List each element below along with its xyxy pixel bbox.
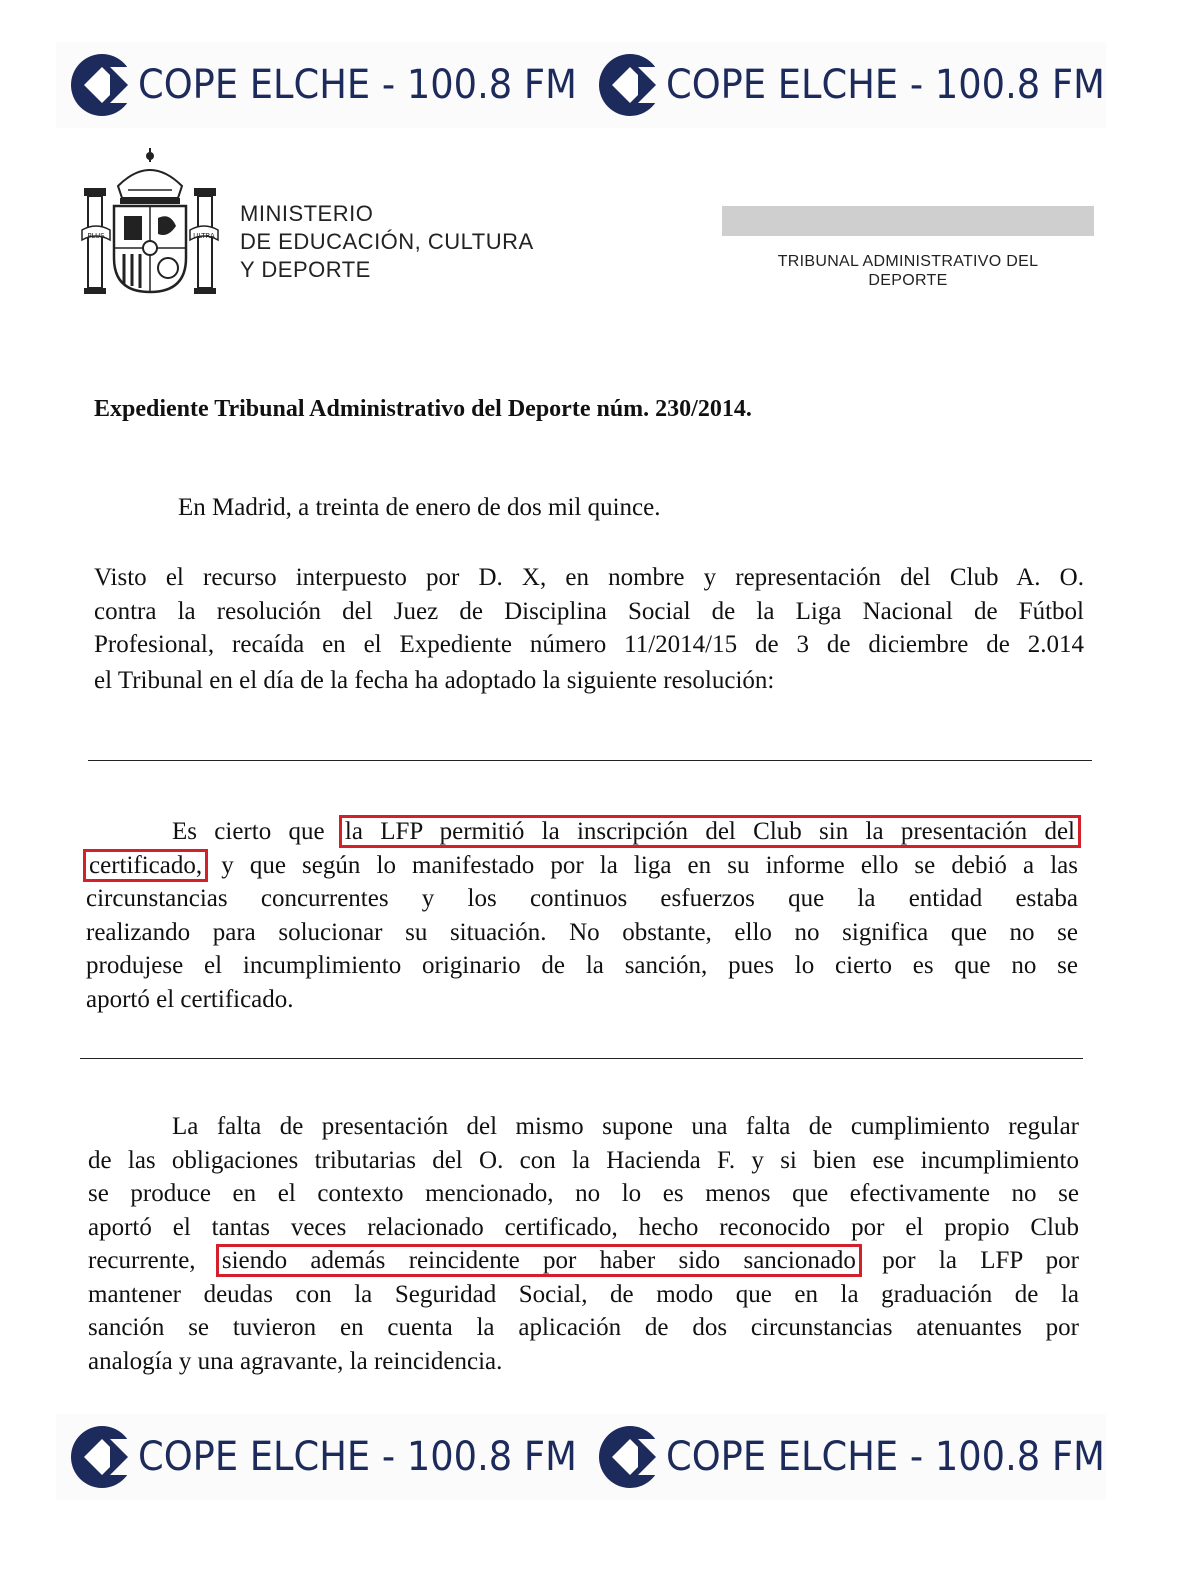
paragraph-line: aportó el certificado. <box>86 985 294 1013</box>
ministry-line: Y DEPORTE <box>240 257 371 282</box>
intro-paragraph <box>94 561 1084 698</box>
paragraph-line: el Tribunal en el día de la fecha ha adoptado la siguiente resolución: <box>94 667 775 694</box>
redaction-bar <box>722 206 1094 236</box>
divider-2 <box>80 1058 1083 1059</box>
paragraph-line: mantener deudas con la Seguridad Social, de modo que en la graduación de la <box>88 1280 1079 1308</box>
cope-banner-text: COPE ELCHE - 100.8 FM <box>666 1434 1105 1480</box>
cope-banner-text: COPE ELCHE - 100.8 FM <box>138 1434 577 1480</box>
paragraph-line: aportó el tantas veces relacionado certificado, hecho reconocido por el propio Club <box>88 1213 1079 1241</box>
paragraph-line: sanción se tuvieron en cuenta la aplicación de dos circunstancias atenuantes por <box>88 1314 1079 1341</box>
ministry-name <box>240 200 534 284</box>
seal-motto-ultra: ULTRA <box>193 232 215 240</box>
paragraph-line: La falta de presentación del mismo supone una falta de cumplimiento regular <box>172 1113 1079 1140</box>
cope-banner-text: COPE ELCHE - 100.8 FM <box>666 62 1105 108</box>
date-line: En Madrid, a treinta de enero de dos mil quince. <box>178 494 661 521</box>
paragraph-line: se produce en el contexto mencionado, no lo es menos que efectivamente no se <box>88 1180 1079 1207</box>
paragraph-line: de las obligaciones tributarias del O. con la Hacienda F. y si bien ese incumplimiento <box>88 1146 1079 1174</box>
paragraph-line: recurrente, siendo además reincidente por haber sido sancionado por la LFP por <box>88 1247 1079 1274</box>
divider-1 <box>88 760 1092 761</box>
paragraph-line: certificado, y que según lo manifestado por la liga en su informe ello se debió a las <box>86 849 1078 883</box>
bottom-banner <box>56 1414 1106 1500</box>
excerpt-paragraph-1 <box>86 815 1078 1016</box>
spain-coat-of-arms-icon <box>80 146 220 298</box>
paragraph-line: realizando para solucionar su situación. No obstante, ello no significa que no se <box>86 918 1078 946</box>
tribunal-line: TRIBUNAL ADMINISTRATIVO DEL <box>777 253 1039 270</box>
cope-c-icon <box>598 1425 662 1489</box>
highlighted-phrase: siendo además reincidente por haber sido sancionado <box>219 1247 859 1274</box>
paragraph-line: analogía y una agravante, la reincidencia. <box>88 1347 503 1375</box>
highlighted-phrase: certificado, <box>86 852 205 879</box>
paragraph-line: circunstancias concurrentes y los continuos esfuerzos que la entidad estaba <box>86 885 1078 912</box>
excerpt-paragraph-2 <box>88 1110 1079 1378</box>
paragraph-line: Profesional, recaída en el Expediente número 11/2014/15 de 3 de diciembre de 2.014 <box>94 631 1084 658</box>
cope-c-icon <box>70 1425 134 1489</box>
cope-logo-bottom-left <box>70 1422 615 1492</box>
cope-logo-top-right <box>598 50 1143 120</box>
cope-banner-text: COPE ELCHE - 100.8 FM <box>138 62 577 108</box>
cope-logo-top-left <box>70 50 615 120</box>
paragraph-line: produjese el incumplimiento originario de la sanción, pues lo cierto es que no se <box>86 952 1078 979</box>
cope-logo-bottom-right <box>598 1422 1143 1492</box>
tribunal-line: DEPORTE <box>868 272 948 289</box>
tribunal-name <box>722 252 1094 290</box>
cope-c-icon <box>70 53 134 117</box>
paragraph-line: Es cierto que la LFP permitió la inscripción del Club sin la presentación del <box>86 815 1078 849</box>
paragraph-line: contra la resolución del Juez de Disciplina Social de la Liga Nacional de Fútbol <box>94 597 1084 625</box>
ministry-line: MINISTERIO <box>240 201 374 226</box>
document-title: Expediente Tribunal Administrativo del Deporte núm. 230/2014. <box>94 396 752 422</box>
ministry-line: DE EDUCACIÓN, CULTURA <box>240 229 534 254</box>
highlighted-phrase: la LFP permitió la inscripción del Club sin la presentación del <box>342 818 1078 845</box>
top-banner <box>56 42 1106 128</box>
cope-c-icon <box>598 53 662 117</box>
seal-motto-plus: PLUS <box>87 232 105 240</box>
paragraph-line: Visto el recurso interpuesto por D. X, en nombre y representación del Club A. O. <box>94 564 1084 591</box>
